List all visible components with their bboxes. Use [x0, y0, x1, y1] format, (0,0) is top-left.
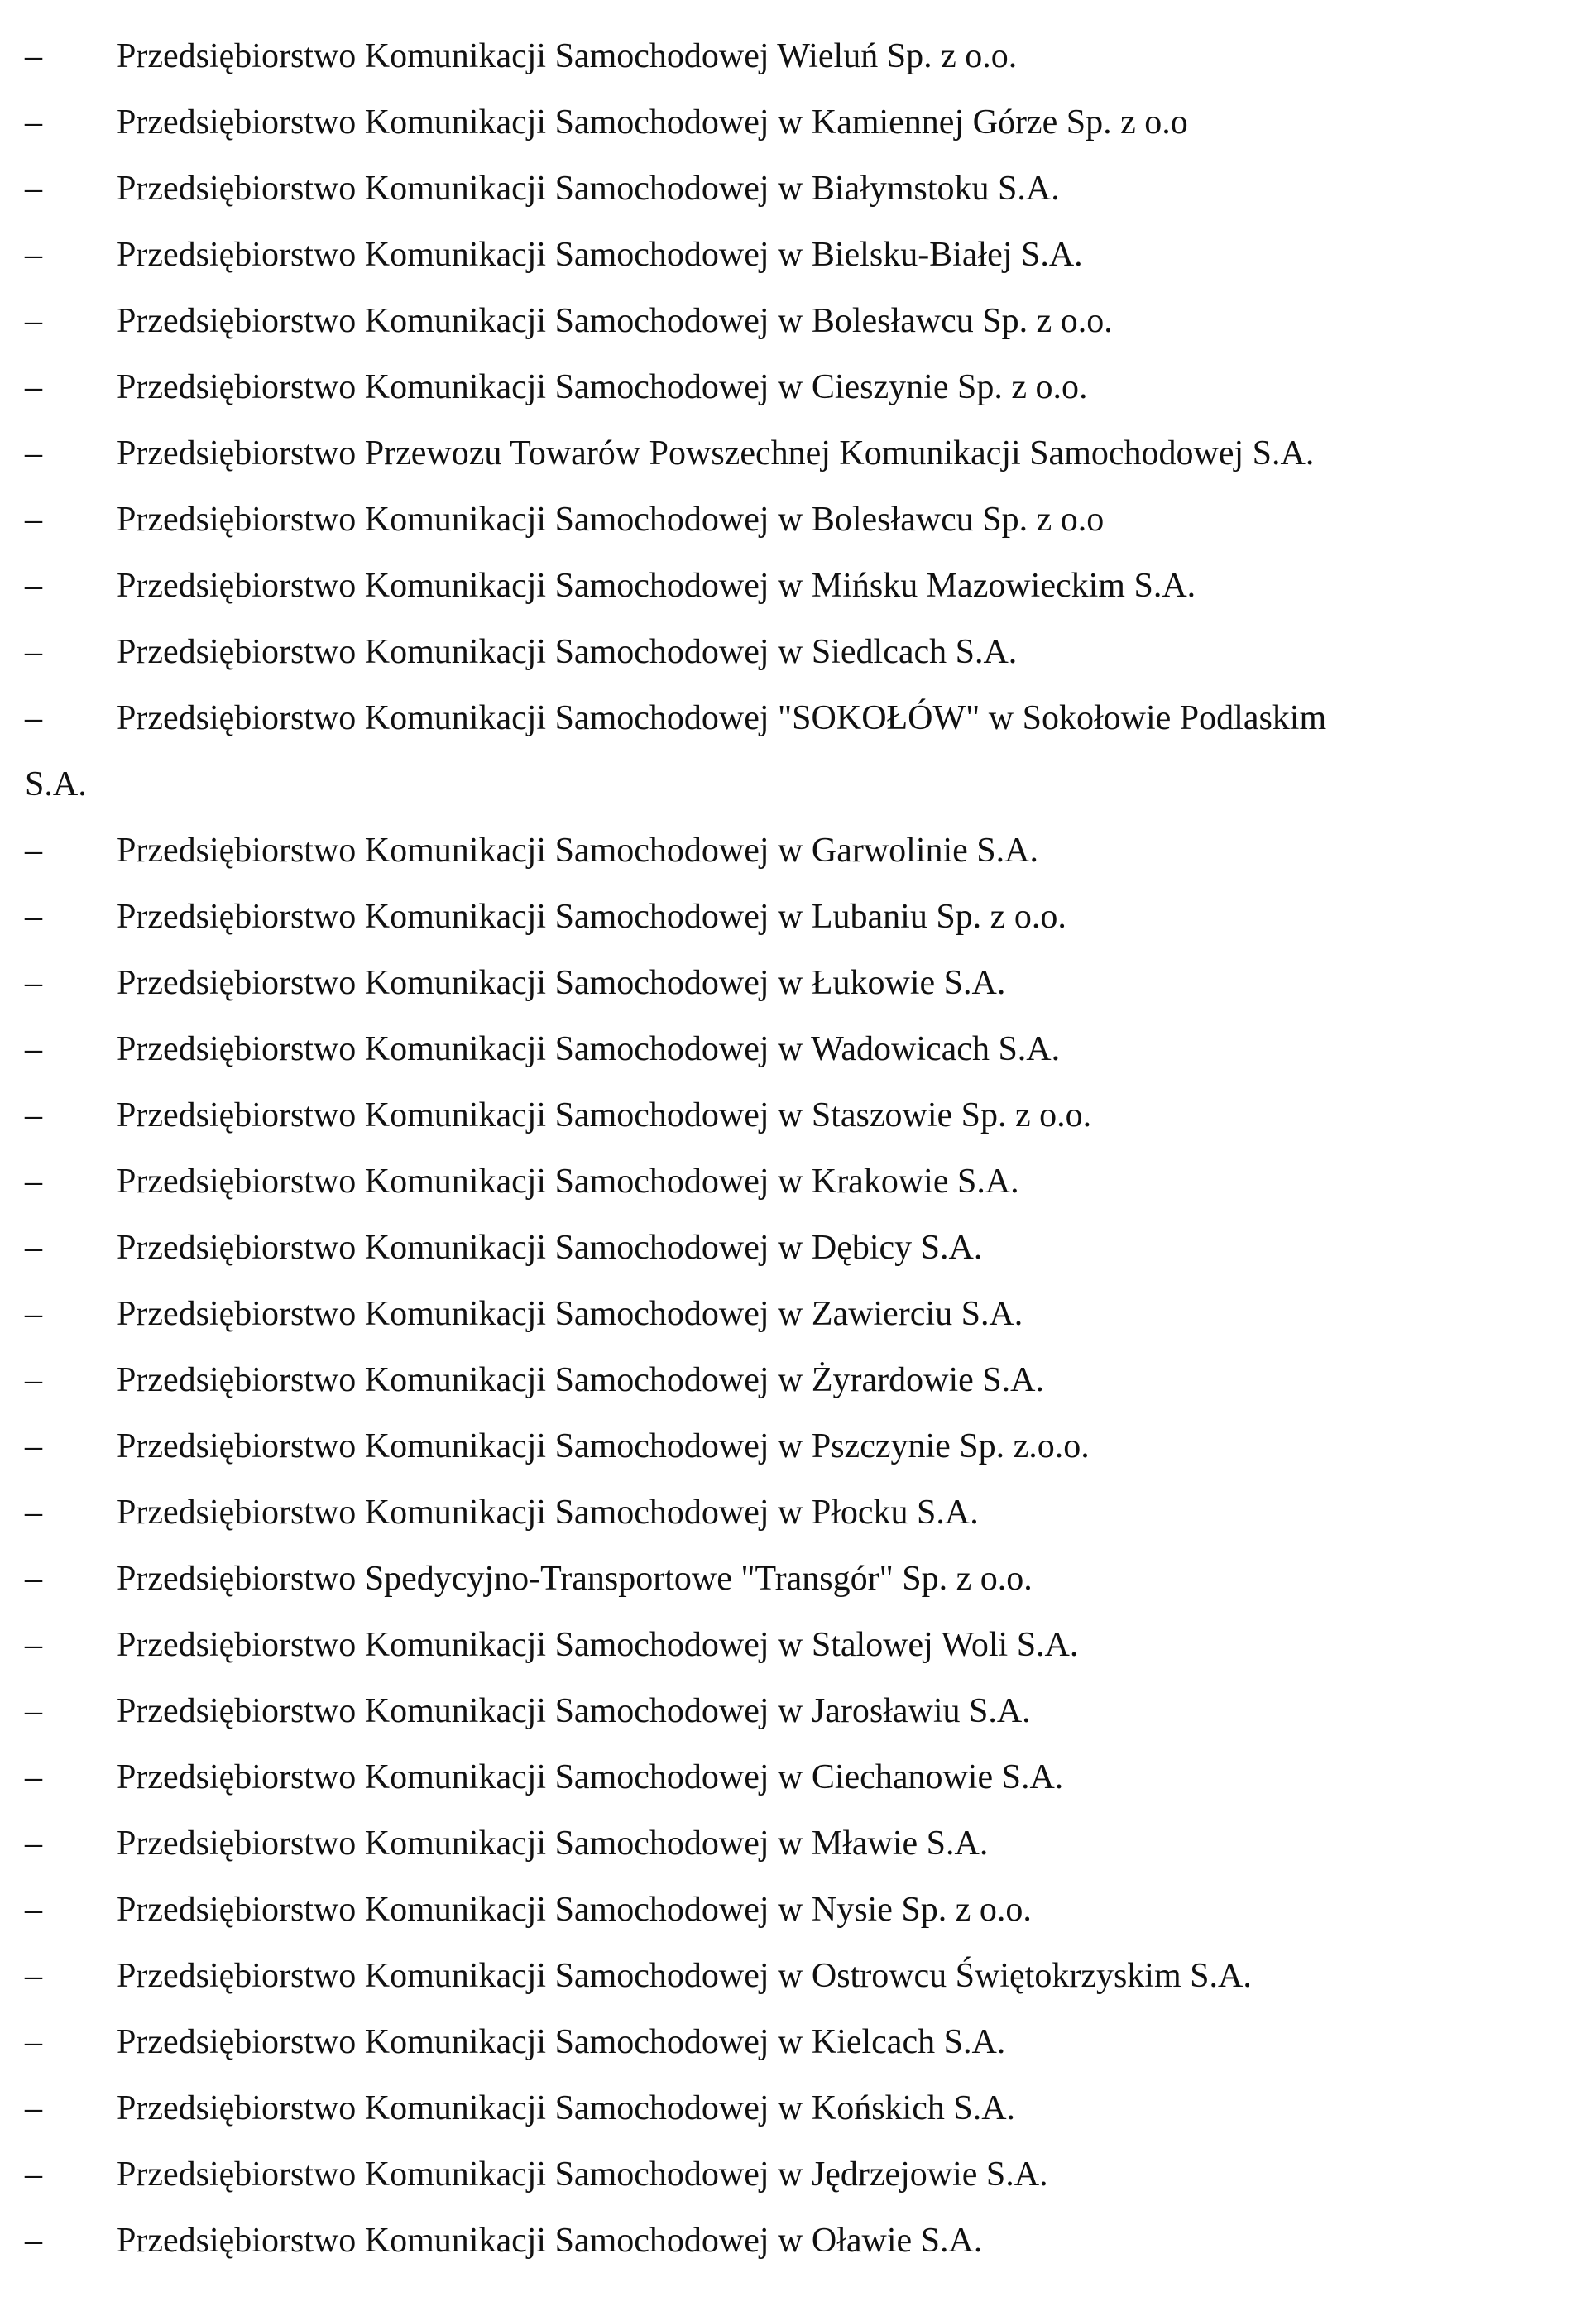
list-item — [0, 2009, 1596, 2075]
list-item — [0, 23, 1596, 89]
list-bullet: – — [25, 37, 42, 75]
list-item-text: Przedsiębiorstwo Komunikacji Samochodowej w Dębicy S.A. — [117, 1229, 983, 1267]
list-item-text: Przedsiębiorstwo Komunikacji Samochodowej w Końskich S.A. — [117, 2089, 1016, 2127]
list-bullet: – — [25, 2156, 42, 2194]
list-item-text: Przedsiębiorstwo Komunikacji Samochodowej "SOKOŁÓW" w Sokołowie Podlaskim — [117, 699, 1327, 737]
list-item — [0, 1413, 1596, 1479]
list-bullet: – — [25, 1891, 42, 1929]
list-item-text: Przedsiębiorstwo Komunikacji Samochodowej w Wadowicach S.A. — [117, 1030, 1061, 1068]
list-item-text: Przedsiębiorstwo Komunikacji Samochodowej w Siedlcach S.A. — [117, 633, 1018, 671]
list-bullet: – — [25, 964, 42, 1002]
list-item — [0, 818, 1596, 884]
list-item-text: Przedsiębiorstwo Komunikacji Samochodowej w Łukowie S.A. — [117, 964, 1006, 1002]
list-item — [0, 2141, 1596, 2208]
list-bullet: – — [25, 1096, 42, 1134]
list-item-text: Przedsiębiorstwo Komunikacji Samochodowej w Krakowie S.A. — [117, 1163, 1019, 1201]
list-item — [0, 420, 1596, 487]
list-item-text: Przedsiębiorstwo Komunikacji Samochodowej w Kamiennej Górze Sp. z o.o — [117, 103, 1188, 141]
list-item-text: Przedsiębiorstwo Komunikacji Samochodowej w Bielsku-Białej S.A. — [117, 236, 1083, 274]
list-bullet: – — [25, 170, 42, 208]
list-bullet: – — [25, 1626, 42, 1664]
list-item — [0, 1612, 1596, 1678]
list-item — [0, 156, 1596, 222]
list-item — [0, 1082, 1596, 1148]
list-item — [0, 288, 1596, 354]
list-item-text: Przedsiębiorstwo Komunikacji Samochodowej w Zawierciu S.A. — [117, 1295, 1023, 1333]
list-item — [0, 1678, 1596, 1744]
list-item — [0, 1016, 1596, 1082]
list-item — [0, 1148, 1596, 1215]
list-item-text: Przedsiębiorstwo Komunikacji Samochodowej w Żyrardowie S.A. — [117, 1361, 1044, 1399]
list-bullet: – — [25, 1494, 42, 1532]
list-item-text: Przedsiębiorstwo Komunikacji Samochodowej w Bolesławcu Sp. z o.o. — [117, 302, 1113, 340]
list-item-text: Przedsiębiorstwo Przewozu Towarów Powszechnej Komunikacji Samochodowej S.A. — [117, 434, 1315, 472]
list-item — [0, 950, 1596, 1016]
list-bullet: – — [25, 1957, 42, 1995]
list-item-text: Przedsiębiorstwo Komunikacji Samochodowej w Ciechanowie S.A. — [117, 1758, 1064, 1796]
list-item-text: Przedsiębiorstwo Komunikacji Samochodowej w Płocku S.A. — [117, 1494, 979, 1532]
list-item-text: Przedsiębiorstwo Komunikacji Samochodowej w Białymstoku S.A. — [117, 170, 1060, 208]
list-bullet: – — [25, 1692, 42, 1730]
list-bullet: – — [25, 501, 42, 539]
company-list — [0, 23, 1596, 2274]
list-item-text: Przedsiębiorstwo Spedycyjno-Transportowe "Transgór" Sp. z o.o. — [117, 1560, 1033, 1598]
list-item-text: Przedsiębiorstwo Komunikacji Samochodowej w Mińsku Mazowieckim S.A. — [117, 567, 1196, 605]
list-item-text: Przedsiębiorstwo Komunikacji Samochodowej w Jędrzejowie S.A. — [117, 2156, 1048, 2194]
list-bullet: – — [25, 832, 42, 870]
list-item — [0, 553, 1596, 619]
list-item-text: Przedsiębiorstwo Komunikacji Samochodowej w Cieszynie Sp. z o.o. — [117, 368, 1088, 406]
list-item-text: Przedsiębiorstwo Komunikacji Samochodowej w Nysie Sp. z o.o. — [117, 1891, 1032, 1929]
list-item — [0, 1877, 1596, 1943]
list-item — [0, 1810, 1596, 1877]
list-bullet: – — [25, 633, 42, 671]
list-item — [0, 619, 1596, 685]
list-item — [0, 1281, 1596, 1347]
list-item — [0, 1744, 1596, 1810]
list-bullet: – — [25, 699, 42, 737]
list-bullet: – — [25, 368, 42, 406]
list-item — [0, 487, 1596, 553]
list-item-text: Przedsiębiorstwo Komunikacji Samochodowej w Lubaniu Sp. z o.o. — [117, 898, 1066, 936]
list-bullet: – — [25, 103, 42, 141]
list-item-text: Przedsiębiorstwo Komunikacji Samochodowej w Ostrowcu Świętokrzyskim S.A. — [117, 1957, 1252, 1995]
list-item — [0, 2208, 1596, 2274]
list-bullet: – — [25, 567, 42, 605]
list-item-text: Przedsiębiorstwo Komunikacji Samochodowej w Mławie S.A. — [117, 1825, 989, 1863]
list-bullet: – — [25, 1163, 42, 1201]
list-item — [0, 222, 1596, 288]
list-bullet: – — [25, 1229, 42, 1267]
list-item — [0, 1546, 1596, 1612]
list-bullet: – — [25, 236, 42, 274]
list-item-text: Przedsiębiorstwo Komunikacji Samochodowej w Kielcach S.A. — [117, 2023, 1006, 2061]
list-item — [0, 1943, 1596, 2009]
list-bullet: – — [25, 1560, 42, 1598]
list-item-text: Przedsiębiorstwo Komunikacji Samochodowej w Staszowie Sp. z o.o. — [117, 1096, 1092, 1134]
list-item-text: Przedsiębiorstwo Komunikacji Samochodowej w Garwolinie S.A. — [117, 832, 1038, 870]
list-item-text: Przedsiębiorstwo Komunikacji Samochodowej w Stalowej Woli S.A. — [117, 1626, 1079, 1664]
list-bullet: – — [25, 1427, 42, 1465]
list-bullet: – — [25, 1030, 42, 1068]
list-bullet: – — [25, 1825, 42, 1863]
list-item — [0, 685, 1596, 818]
list-item-text: Przedsiębiorstwo Komunikacji Samochodowej w Pszczynie Sp. z.o.o. — [117, 1427, 1090, 1465]
list-bullet: – — [25, 1361, 42, 1399]
list-item — [0, 2075, 1596, 2141]
list-bullet: – — [25, 1295, 42, 1333]
list-bullet: – — [25, 898, 42, 936]
list-item-text: Przedsiębiorstwo Komunikacji Samochodowej w Jarosławiu S.A. — [117, 1692, 1031, 1730]
list-item-continuation: S.A. — [25, 765, 87, 803]
list-bullet: – — [25, 2023, 42, 2061]
list-bullet: – — [25, 302, 42, 340]
list-item — [0, 354, 1596, 420]
list-item — [0, 1347, 1596, 1413]
list-item — [0, 1215, 1596, 1281]
list-bullet: – — [25, 434, 42, 472]
list-bullet: – — [25, 1758, 42, 1796]
list-item — [0, 1479, 1596, 1546]
list-item-text: Przedsiębiorstwo Komunikacji Samochodowej w Oławie S.A. — [117, 2222, 983, 2260]
list-item — [0, 884, 1596, 950]
list-bullet: – — [25, 2222, 42, 2260]
list-bullet: – — [25, 2089, 42, 2127]
list-item-text: Przedsiębiorstwo Komunikacji Samochodowej Wieluń Sp. z o.o. — [117, 37, 1018, 75]
list-item — [0, 89, 1596, 156]
list-item-text: Przedsiębiorstwo Komunikacji Samochodowej w Bolesławcu Sp. z o.o — [117, 501, 1105, 539]
